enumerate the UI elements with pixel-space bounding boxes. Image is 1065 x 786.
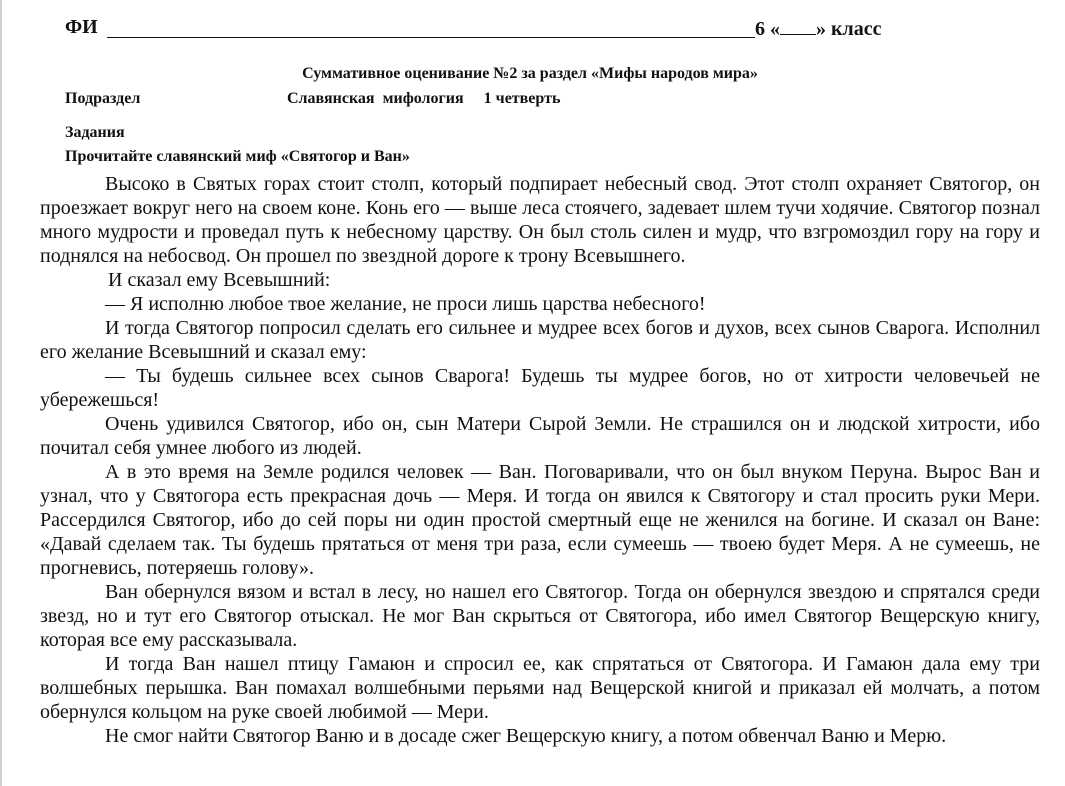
grade-prefix: 6 « (755, 18, 780, 40)
paragraph: Высоко в Святых горах стоит столп, который подпирает небесный свод. Этот столп охраняет Святогор, он проезжает вокруг него на своем коне. Конь его — выше леса стоячего, задевает шлем тучи ходячие. Святогор познал много мудрости и проведал путь к небесному царству. Он был столь силен и мудр, что взгромоздил гору на гору и поднялся на небосвод. Он прошел по звездной дороге к трону Всевышнего. (40, 173, 1040, 267)
subsection-row (65, 90, 561, 108)
tasks-heading: Задания (65, 124, 125, 141)
student-header (65, 16, 945, 42)
paragraph: И тогда Ван нашел птицу Гамаюн и спросил ее, как спрятаться от Святогора. И Гамаюн дала ему три волшебных перышка. Ван помахал волшебными перьями над Вещерской книгой и приказал ей молчать, а потом обернулся кольцом на руке своей любимой — Мери. (40, 653, 1040, 723)
paragraph: Ван обернулся вязом и встал в лесу, но нашел его Святогор. Тогда он обернулся звездою и спрятался среди звезд, но и тут его Святогор отыскал. Не мог Ван скрыться от Святогора, ибо имел Святогор Вещерскую книгу, которая все ему рассказывала. (40, 581, 1040, 651)
name-blank-line (107, 37, 755, 38)
paragraph: И сказал ему Всевышний: (108, 269, 331, 291)
subsection-topic: Славянская мифология 1 четверть (287, 90, 561, 107)
paragraph: А в это время на Земле родился человек — Ван. Поговаривали, что он был внуком Перуна. Вырос Ван и узнал, что у Святогора есть прекрасная дочь — Меря. И тогда он явился к Святогору и стал просить руки Мери. Рассердился Святогор, ибо до сей поры ни один простой смертный еще не женился на богине. И сказал он Ване: «Давай сделаем так. Ты будешь прятаться от меня три раза, если сумеешь — твоею будет Меря. А не сумеешь, не прогневись, потеряешь голову». (40, 461, 1040, 579)
grade-blank-line (780, 16, 816, 35)
subsection-label: Подраздел (65, 90, 141, 107)
grade-suffix: » класс (816, 18, 882, 40)
paragraph: И тогда Святогор попросил сделать его сильнее и мудрее всех богов и духов, всех сынов Сварога. Исполнил его желание Всевышний и сказал ему: (40, 317, 1040, 363)
paragraph: — Ты будешь сильнее всех сынов Сварога! Будешь ты мудрее богов, но от хитрости человечьей не убережешься! (40, 365, 1040, 411)
name-label: ФИ (65, 16, 98, 38)
page-edge (0, 0, 2, 786)
myth-text (40, 172, 1040, 748)
paragraph: — Я исполню любое твое желание, не проси лишь царства небесного! (105, 293, 706, 315)
instruction-heading: Прочитайте славянский миф «Святогор и Ван» (65, 148, 410, 165)
page-title: Суммативное оценивание №2 за раздел «Мифы народов мира» (302, 65, 758, 82)
paragraph: Не смог найти Святогор Ваню и в досаде сжег Вещерскую книгу, а потом обвенчал Ваню и Мерю. (105, 725, 947, 747)
paragraph: Очень удивился Святогор, ибо он, сын Матери Сырой Земли. Не страшился он и людской хитрости, ибо почитал себя умнее любого из людей. (40, 413, 1040, 459)
grade-field (755, 16, 882, 41)
